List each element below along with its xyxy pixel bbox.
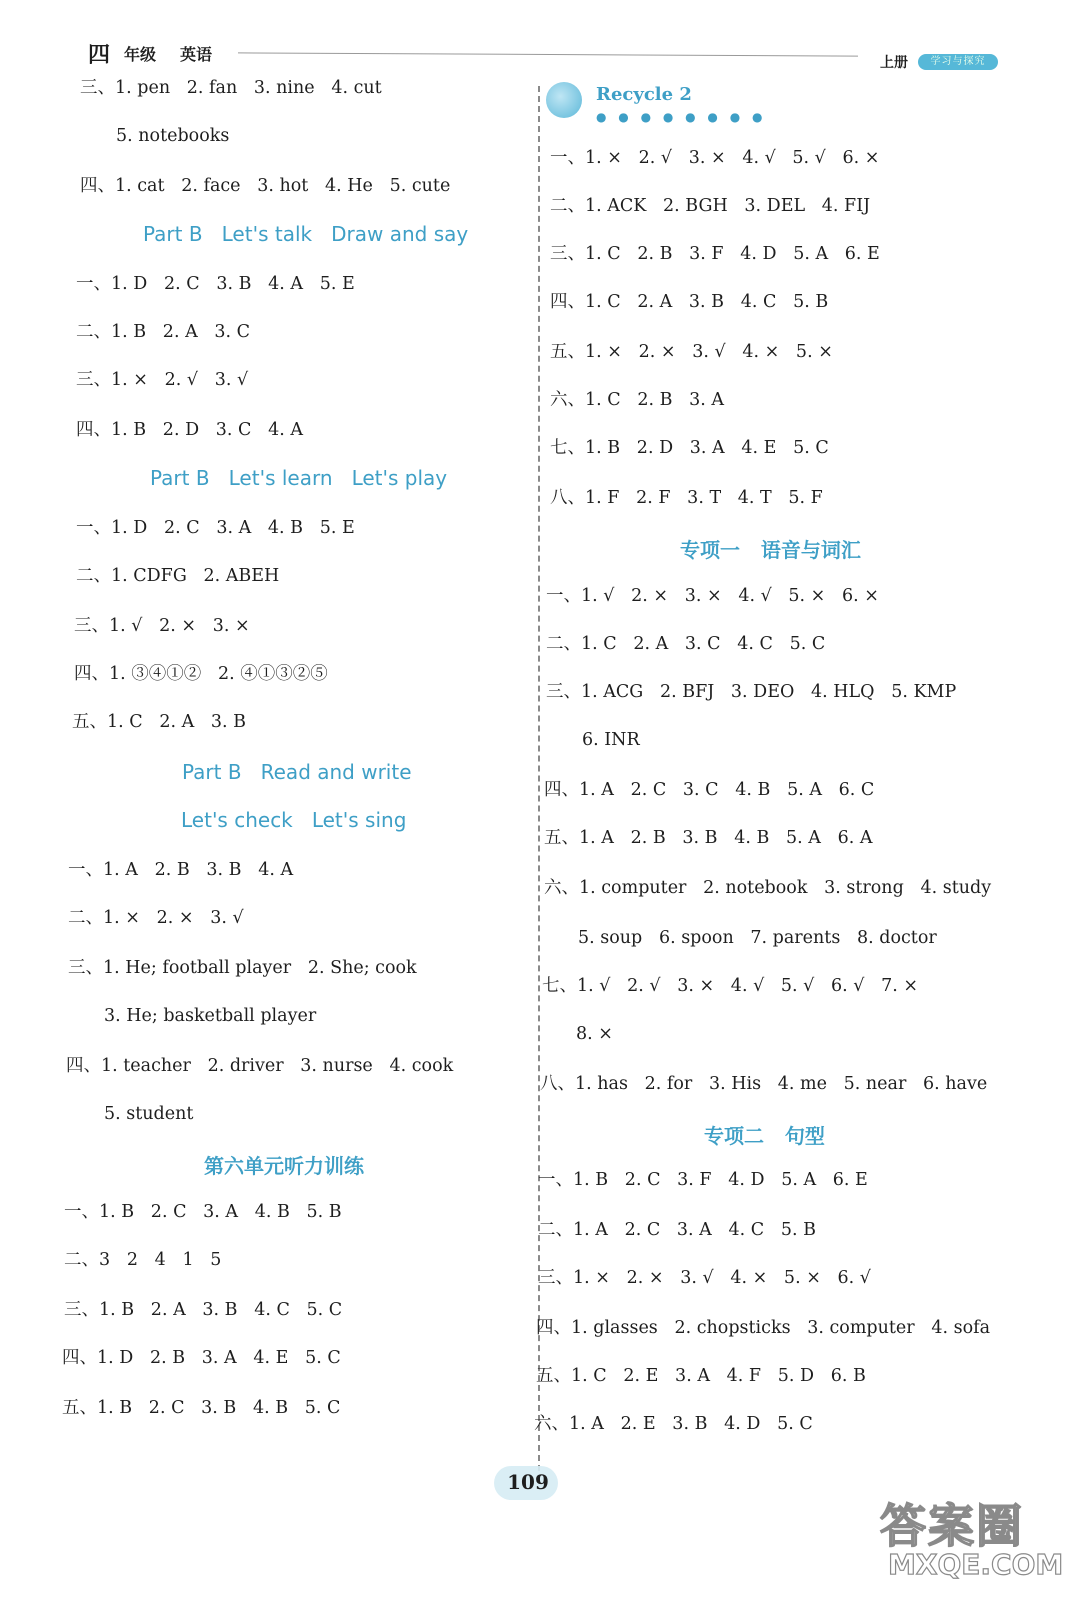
grade-number: 四 <box>88 43 111 68</box>
page-number: 109 <box>507 1470 549 1494</box>
header-rule <box>238 52 858 56</box>
answer-line: 三、1. C 2. B 3. F 4. D 5. A 6. E <box>550 244 880 264</box>
answer-line: 5. notebooks <box>116 126 230 146</box>
answer-line: 四、1. A 2. C 3. C 4. B 5. A 6. C <box>544 780 875 800</box>
answer-line: 3. He; basketball player <box>104 1006 317 1026</box>
answer-line: 五、1. × 2. × 3. √ 4. × 5. × <box>550 342 833 362</box>
answer-line: 二、1. A 2. C 3. A 4. C 5. B <box>538 1220 816 1240</box>
answer-line: 四、1. B 2. D 3. C 4. A <box>76 420 304 440</box>
answer-line: 四、1. cat 2. face 3. hot 4. He 5. cute <box>80 176 451 196</box>
recycle-title: Recycle 2 <box>596 84 692 105</box>
circle-icon <box>546 82 582 118</box>
answer-line: 五、1. B 2. C 3. B 4. B 5. C <box>62 1398 341 1418</box>
answer-line: 四、1. glasses 2. chopsticks 3. computer 4. sofa <box>536 1318 991 1338</box>
answer-line: 四、1. C 2. A 3. B 4. C 5. B <box>550 292 829 312</box>
dotted-underline: ● ● ● ● ● ● ● ● <box>596 110 767 124</box>
grade-label: 年级 <box>124 45 157 64</box>
watermark-brand: 答案圈 <box>880 1499 1024 1553</box>
answer-line: 四、1. ③④①② 2. ④①③②⑤ <box>74 664 328 684</box>
column-divider <box>538 86 540 1471</box>
answer-line: 一、1. B 2. C 3. F 4. D 5. A 6. E <box>538 1170 868 1190</box>
answer-line: 六、1. computer 2. notebook 3. strong 4. study <box>544 878 992 898</box>
series-badge: 学习与探究 <box>918 54 998 70</box>
answer-line: 8. × <box>576 1024 613 1044</box>
answer-line: 三、1. ACG 2. BFJ 3. DEO 4. HLQ 5. KMP <box>546 682 957 702</box>
answer-line: 三、1. × 2. × 3. √ 4. × 5. × 6. √ <box>538 1268 871 1288</box>
answer-line: 四、1. D 2. B 3. A 4. E 5. C <box>62 1348 341 1368</box>
answer-line: 二、1. C 2. A 3. C 4. C 5. C <box>546 634 826 654</box>
answer-line: 五、1. C 2. E 3. A 4. F 5. D 6. B <box>536 1366 866 1386</box>
answer-line: 二、1. CDFG 2. ABEH <box>76 566 280 586</box>
answer-line: 二、1. ACK 2. BGH 3. DEL 4. FIJ <box>550 196 871 216</box>
answer-line: 七、1. √ 2. √ 3. × 4. √ 5. √ 6. √ 7. × <box>542 976 919 996</box>
answer-line: 八、1. F 2. F 3. T 4. T 5. F <box>550 488 823 508</box>
answer-line: 三、1. B 2. A 3. B 4. C 5. C <box>64 1300 343 1320</box>
page-header <box>88 38 1008 71</box>
answer-line: 一、1. B 2. C 3. A 4. B 5. B <box>64 1202 342 1222</box>
answer-line: 一、1. × 2. √ 3. × 4. √ 5. √ 6. × <box>550 148 880 168</box>
answer-line: 二、1. B 2. A 3. C <box>76 322 251 342</box>
answer-line: 一、1. D 2. C 3. B 4. A 5. E <box>76 274 355 294</box>
section-heading: 专项二 句型 <box>704 1124 825 1148</box>
watermark-site: MXQE.COM <box>888 1548 1064 1581</box>
answer-line: 5. soup 6. spoon 7. parents 8. doctor <box>578 928 937 948</box>
answer-line: 5. student <box>104 1104 194 1124</box>
answer-line: 三、1. √ 2. × 3. × <box>74 616 250 636</box>
answer-line: 四、1. teacher 2. driver 3. nurse 4. cook <box>66 1056 454 1076</box>
answer-line: 一、1. A 2. B 3. B 4. A <box>68 860 294 880</box>
answer-line: 三、1. He; football player 2. She; cook <box>68 958 417 978</box>
section-heading: Part B Let's talk Draw and say <box>143 222 469 246</box>
answer-line: 六、1. C 2. B 3. A <box>550 390 725 410</box>
section-heading: Part B Read and write <box>182 760 412 784</box>
answer-line: 六、1. A 2. E 3. B 4. D 5. C <box>534 1414 813 1434</box>
answer-line: 五、1. C 2. A 3. B <box>72 712 247 732</box>
recycle-banner <box>546 80 786 124</box>
volume-label: 上册 <box>880 55 908 71</box>
answer-line: 八、1. has 2. for 3. His 4. me 5. near 6. have <box>540 1074 988 1094</box>
watermark-logo <box>880 1490 1070 1590</box>
section-heading: 专项一 语音与词汇 <box>680 538 861 562</box>
answer-line: 一、1. √ 2. × 3. × 4. √ 5. × 6. × <box>546 586 879 606</box>
answer-line: 三、1. × 2. √ 3. √ <box>76 370 249 390</box>
section-heading: Let's check Let's sing <box>181 808 407 832</box>
section-heading: 第六单元听力训练 <box>204 1154 364 1178</box>
subject-label: 英语 <box>180 45 213 64</box>
section-heading: Part B Let's learn Let's play <box>150 466 448 490</box>
answer-line: 二、1. × 2. × 3. √ <box>68 908 244 928</box>
answer-line: 七、1. B 2. D 3. A 4. E 5. C <box>550 438 829 458</box>
answer-line: 一、1. D 2. C 3. A 4. B 5. E <box>76 518 355 538</box>
answer-line: 6. INR <box>582 730 640 750</box>
answer-line: 五、1. A 2. B 3. B 4. B 5. A 6. A <box>544 828 873 848</box>
answer-line: 三、1. pen 2. fan 3. nine 4. cut <box>80 78 382 98</box>
answer-line: 二、3 2 4 1 5 <box>64 1250 222 1270</box>
